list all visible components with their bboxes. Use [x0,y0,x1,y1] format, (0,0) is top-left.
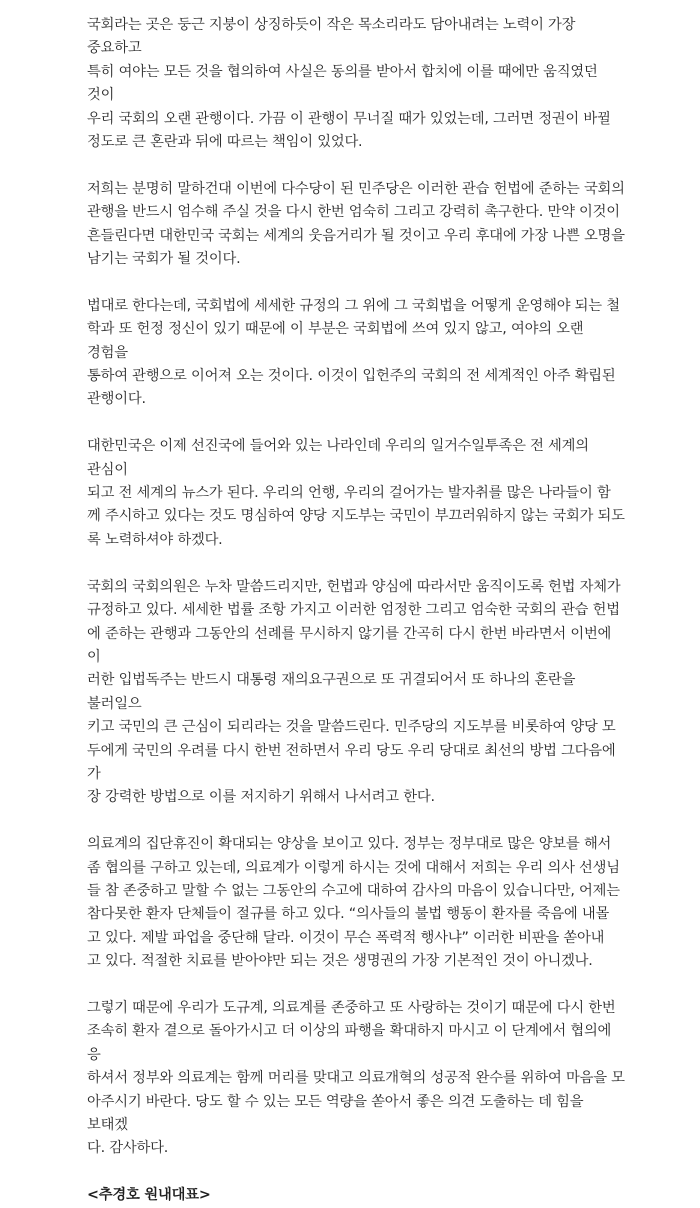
speaker-signature: <추경호 원내대표> [87,1187,211,1204]
paragraph-3: 법대로 한다는데, 국회법에 세세한 규정의 그 위에 그 국회법을 어떻게 운영해야 되는 철 학과 또 헌정 정신이 있기 때문에 이 부분은 국회법에 쓰여 있지 않고, 여야의 오랜 경험을 통하여 관행으로 이어져 오는 것이다. 이것이 입헌주의 국회의 전 세계적인 아주 확립된 관행이다. [87,297,620,408]
paragraph-7: 그렇기 때문에 우리가 도규계, 의료계를 존중하고 또 사랑하는 것이기 때문에 다시 한번 조속히 환자 곁으로 돌아가시고 더 이상의 파행을 확대하지 마시고 이 단계에서 협의에 응 하셔서 정부와 의료계는 함께 머리를 맞대고 의료개혁의 성공적 완수를 위하여 마음을 모 아주시기 바란다. 당도 할 수 있는 모든 역량을 쏟아서 좋은 의견 도출하는 데 힘을 보태겠 다. 감사하다. [87,999,625,1157]
paragraph-6: 의료계의 집단휴진이 확대되는 양상을 보이고 있다. 정부는 정부대로 많은 양보를 해서 좀 협의를 구하고 있는데, 의료계가 이렇게 하시는 것에 대해서 저희는 우리 의사 선생님 들 참 존중하고 말할 수 없는 그동안의 수고에 대하여 감사의 마음이 있습니다만, 어제는 참다못한 환자 단체들이 절규를 하고 있다. “의사들의 불법 행동이 환자를 죽음에 내몰 고 있다. 제발 파업을 중단해 달라. 이것이 무슨 폭력적 행사냐” 이러한 비판을 쏟아내 고 있다. 적절한 치료를 받아야만 되는 것은 생명권의 가장 기본적인 것이 아니겠나. [87,836,620,970]
paragraph-4: 대한민국은 이제 선진국에 들어와 있는 나라인데 우리의 일거수일투족은 전 세계의 관심이 되고 전 세계의 뉴스가 된다. 우리의 언행, 우리의 걸어가는 발자취를 많은 나라들이 함 께 주시하고 있다는 것도 명심하여 양당 지도부는 국민이 부끄러워하지 않는 국회가 되도 록 노력하셔야 하겠다. [87,438,625,548]
paragraph-2: 저희는 분명히 말하건대 이번에 다수당이 된 민주당은 이러한 관습 헌법에 준하는 국회의 관행을 반드시 엄수해 주실 것을 다시 한번 엄숙히 그리고 강력히 촉구한다. 만약 이것이 흔들린다면 대한민국 국회는 세계의 웃음거리가 될 것이고 우리 후대에 가장 나쁜 오명을 남기는 국회가 될 것이다. [87,180,625,268]
paragraph-1: 국회라는 곳은 둥근 지붕이 상징하듯이 작은 목소리라도 담아내려는 노력이 가장 중요하고 특히 여야는 모든 것을 협의하여 사실은 동의를 받아서 합치에 이를 때에만 움직였던 것이 우리 국회의 오랜 관행이다. 가끔 이 관행이 무너질 때가 있었는데, 그러면 정권이 바뀔 정도로 큰 혼란과 뒤에 따르는 책임이 있었다. [87,17,611,151]
paragraph-5: 국회의 국회의원은 누차 말씀드리지만, 헌법과 양심에 따라서만 움직이도록 헌법 자체가 규정하고 있다. 세세한 법률 조항 가지고 이러한 엄정한 그리고 엄숙한 국회의 관습 헌법 에 준하는 관행과 그동안의 선례를 무시하지 않기를 간곡히 다시 한번 바라면서 이번에 이 러한 입법독주는 반드시 대통령 재의요구권으로 또 귀결되어서 또 하나의 혼란을 불러일으 키고 국민의 큰 근심이 되리라는 것을 말씀드린다. 민주당의 지도부를 비롯하여 양당 모 두에게 국민의 우려를 다시 한번 전하면서 우리 당도 우리 당대로 최선의 방법 그다음에 가 장 강력한 방법으로 이를 저지하기 위해서 나서려고 한다. [87,578,621,806]
document-body [87,14,627,1208]
